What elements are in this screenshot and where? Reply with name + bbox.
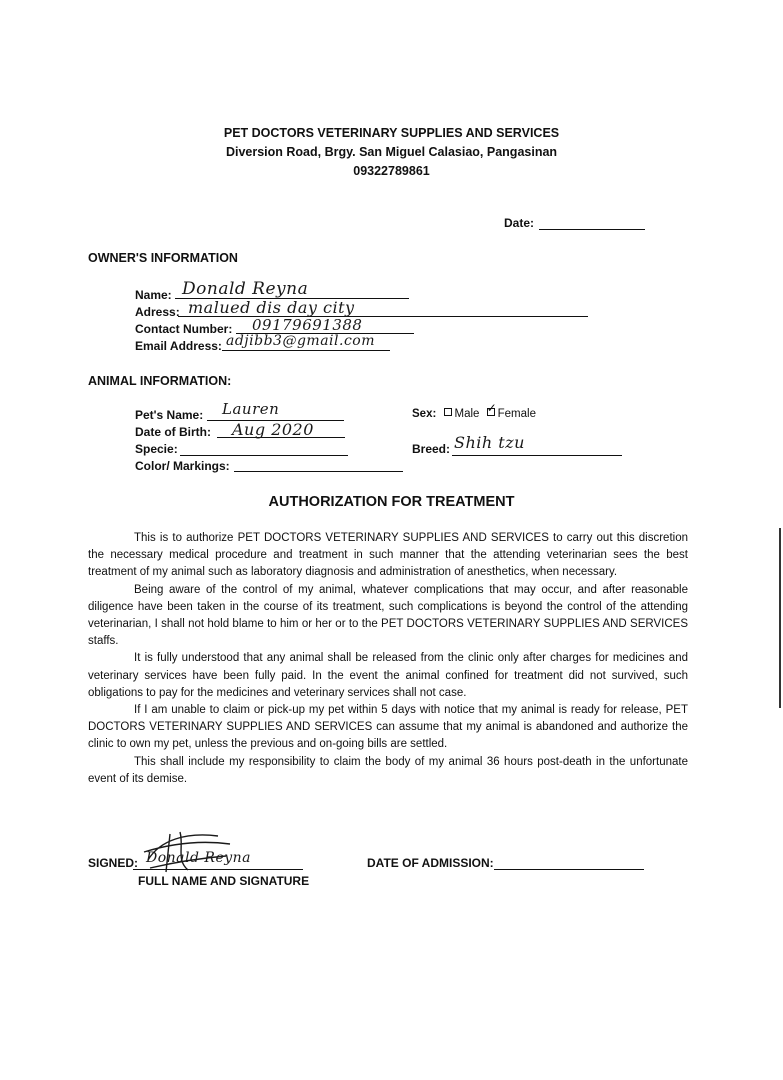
- authorization-body: [88, 530, 688, 788]
- authorization-paragraph: It is fully understood that any animal shall be released from the clinic only after charges for medicines and veterinary services have been fully paid. In the event the animal confined for treatment did not survived, such obligations to pay for the medicines and veterinary services shall not case.: [88, 652, 688, 699]
- breed-label: Breed:: [412, 442, 451, 456]
- authorization-title: AUTHORIZATION FOR TREATMENT: [268, 494, 515, 510]
- owner-section-title: OWNER'S INFORMATION: [88, 251, 238, 265]
- signed-label: SIGNED:: [88, 856, 139, 870]
- company-address: Diversion Road, Brgy. San Miguel Calasiao, Pangasinan: [225, 145, 558, 159]
- signature-field[interactable]: [133, 869, 303, 870]
- contact-number-value: 09179691388: [252, 316, 363, 334]
- email-field[interactable]: [222, 350, 390, 351]
- specie-label: Specie:: [135, 442, 178, 456]
- owner-name-value: Donald Reyna: [182, 279, 309, 299]
- signed-name-value: Donald Reyna: [146, 850, 252, 866]
- email-label: Email Address:: [135, 339, 222, 353]
- date-of-admission-field[interactable]: [494, 869, 644, 870]
- pet-name-value: Lauren: [222, 400, 280, 418]
- male-checkbox[interactable]: [444, 408, 452, 416]
- dob-label: Date of Birth:: [135, 425, 211, 439]
- signature-caption: FULL NAME AND SIGNATURE: [138, 874, 310, 888]
- contact-number-label: Contact Number:: [135, 322, 233, 336]
- color-markings-label: Color/ Markings:: [135, 459, 230, 473]
- animal-section-title: ANIMAL INFORMATION:: [88, 374, 232, 388]
- authorization-paragraph: If I am unable to claim or pick-up my pet within 5 days with notice that my animal is ready for release, PET DOCTORS VETERINARY SUPPLIES AND SERVICES can assume that my animal is abandoned and authorize the clinic to own my pet, unless the previous and on-going bills are settled.: [88, 704, 688, 751]
- authorization-paragraph: This shall include my responsibility to claim the body of my animal 36 hours post-death in the unfortunate event of its demise.: [88, 755, 688, 785]
- owner-address-value: malued dis day city: [188, 298, 355, 317]
- scan-edge-mark: [779, 528, 781, 708]
- sex-label: Sex:: [412, 408, 437, 420]
- breed-field[interactable]: [452, 455, 622, 456]
- female-checkbox[interactable]: ✓: [486, 401, 497, 415]
- breed-value: Shih tzu: [454, 433, 525, 452]
- email-value: adjibb3@gmail.com: [226, 333, 375, 349]
- authorization-paragraph: Being aware of the control of my animal, whatever complications that may occur, and after reasonable diligence have been taken in the course of its treatment, such complications is beyond the control of the attending veterinarian, I shall not hold blame to him or her or to the PET DOCTORS VETERINARY SUPPLIES AND SERVICES staffs.: [88, 583, 688, 648]
- dob-value: Aug 2020: [232, 420, 314, 439]
- authorization-paragraph: This is to authorize PET DOCTORS VETERINARY SUPPLIES AND SERVICES to carry out this discretion the necessary medical procedure and treatment in such manner that the attending veterinarian sees the best treatment of my animal such as laboratory diagnosis and administration of anesthetics, when necessary.: [88, 532, 688, 579]
- date-field[interactable]: [539, 229, 645, 230]
- sex-field: [412, 401, 536, 420]
- date-label: Date:: [504, 216, 535, 230]
- specie-field[interactable]: [180, 455, 348, 456]
- owner-address-label: Adress:: [135, 305, 180, 319]
- pet-name-label: Pet's Name:: [135, 408, 204, 422]
- company-name: PET DOCTORS VETERINARY SUPPLIES AND SERVICES: [223, 126, 560, 140]
- date-of-admission-label: DATE OF ADMISSION:: [367, 856, 494, 870]
- female-option-label: Female: [497, 408, 536, 420]
- color-markings-field[interactable]: [234, 471, 403, 472]
- male-option-label: Male: [454, 408, 480, 420]
- owner-name-label: Name:: [135, 288, 172, 302]
- company-phone: 09322789861: [353, 164, 430, 178]
